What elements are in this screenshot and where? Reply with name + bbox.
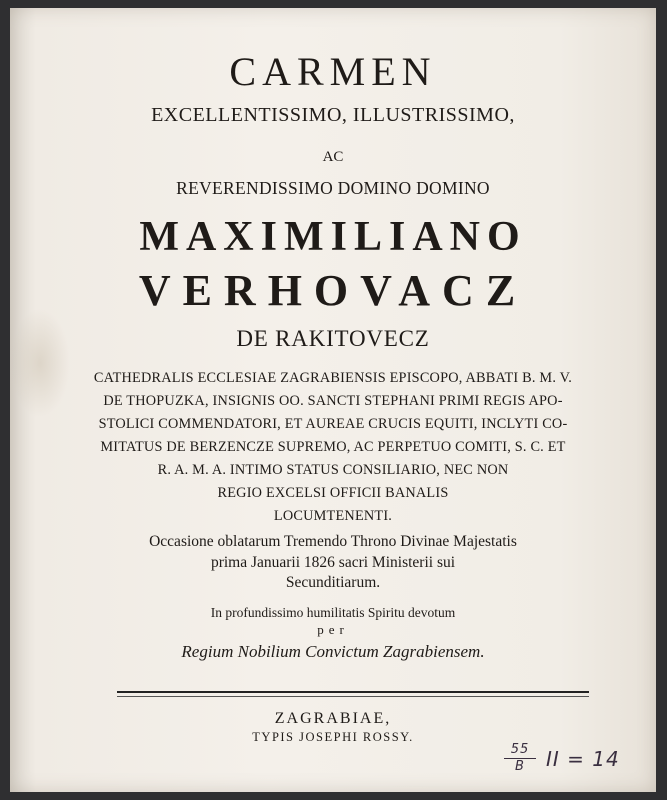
occasion-line-1: Occasione oblatarum Tremendo Throno Divinae Majestatis: [149, 533, 517, 550]
dedication-line-1: EXCELLENTISSIMO, ILLUSTRISSIMO,: [151, 104, 515, 126]
honoree-first-name: MAXIMILIANO: [139, 214, 527, 260]
titles-line-5: R. A. M. A. INTIMO STATUS CONSILIARIO, NEC NON: [157, 462, 509, 478]
imprint-printer: TYPIS JOSEPHI ROSSY.: [252, 730, 414, 744]
imprint-place: ZAGRABIAE,: [274, 710, 392, 727]
honoree-predicate: DE RAKITOVECZ: [236, 326, 430, 351]
titles-line-6: REGIO EXCELSI OFFICII BANALIS: [217, 485, 449, 501]
occasion-line-3: Secunditiarum.: [285, 574, 381, 591]
document-title: CARMEN: [229, 49, 437, 94]
titles-line-3: STOLICI COMMENDATORI, ET AUREAE CRUCIS EQUITI, INCLYTI CO-: [98, 416, 568, 432]
titles-line-1: CATHEDRALIS ECCLESIAE ZAGRABIENSIS EPISCOPO, ABBATI B. M. V.: [93, 370, 573, 386]
divider-rule-thick: [117, 691, 589, 693]
dedication-line-2: AC: [322, 149, 344, 165]
divider-rule-thin: [117, 696, 589, 697]
devotion-line-1: In profundissimo humilitatis Spiritu devotum: [210, 605, 456, 620]
shelfmark-fraction-bottom: B: [515, 759, 525, 774]
titles-line-2: DE THOPUZKA, INSIGNIS OO. SANCTI STEPHANI PRIMI REGIS APO-: [103, 393, 563, 409]
dedication-line-3: REVERENDISSIMO DOMINO DOMINO: [176, 178, 490, 198]
titles-line-7: LOCUMTENENTI.: [273, 508, 393, 524]
honoree-surname: VERHOVACZ: [138, 266, 528, 315]
occasion-line-2: prima Januarii 1826 sacri Ministerii sui: [210, 554, 456, 571]
shelfmark-fraction-top: 55: [510, 742, 530, 757]
titles-line-4: MITATUS DE BERZENCZE SUPREMO, AC PERPETUO COMITI, S. C. ET: [100, 439, 566, 455]
devotion-line-3: Regium Nobilium Convictum Zagrabiensem.: [181, 642, 485, 661]
document-page: [10, 8, 656, 792]
devotion-line-2: per: [317, 622, 349, 637]
shelfmark-fraction: [502, 743, 538, 774]
shelfmark-number: II = 14: [546, 747, 620, 771]
